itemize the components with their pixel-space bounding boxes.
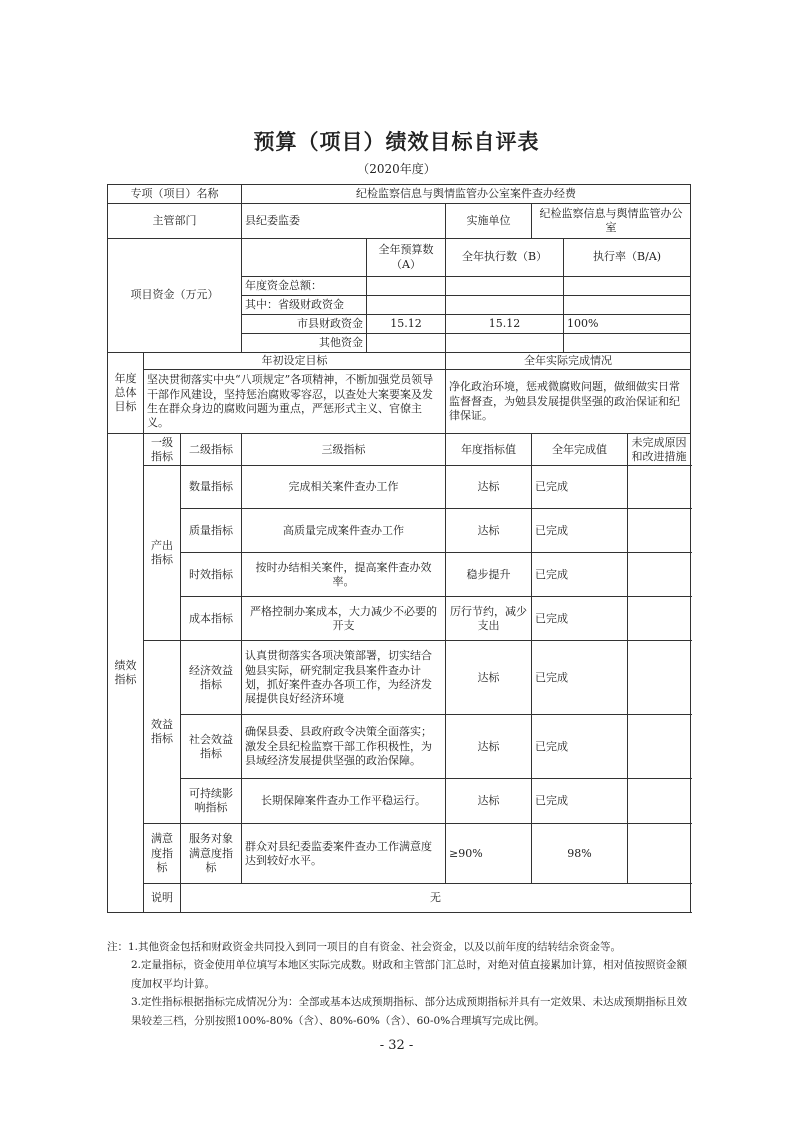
funds-row-label: 年度资金总额： — [242, 277, 367, 296]
footnote-2: 2.定量指标，资金使用单位填写本地区实际完成数。财政和主管部门汇总时，对绝对值直接累加计算，相对值按照资金额度加权平均计算。 — [131, 959, 688, 990]
perf-reason — [628, 509, 691, 553]
perf-reason — [628, 824, 691, 884]
goal-actual-header: 全年实际完成情况 — [446, 353, 691, 370]
impl-label: 实施单位 — [446, 204, 532, 239]
perf-l2: 经济效益指标 — [181, 641, 242, 715]
funds-col-exec: 全年执行数（B） — [446, 239, 564, 277]
perf-label: 绩效指标 — [108, 434, 144, 913]
funds-header-blank — [242, 239, 367, 277]
funds-row-label: 市县财政资金 — [242, 315, 367, 334]
funds-row-exec — [446, 296, 564, 315]
perf-reason — [628, 597, 691, 641]
perf-l3: 长期保障案件查办工作平稳运行。 — [242, 779, 446, 824]
perf-done: 已完成 — [532, 641, 628, 715]
perf-target: 厉行节约，减少支出 — [446, 597, 532, 641]
funds-row-rate: 100% — [564, 315, 691, 334]
perf-reason — [628, 715, 691, 779]
funds-row-rate — [564, 277, 691, 296]
perf-header-done: 全年完成值 — [532, 434, 628, 466]
perf-l3: 认真贯彻落实各项决策部署，切实结合勉县实际，研究制定我县案件查办计划，抓好案件查办各项工作，为经济发展提供良好经济环境 — [242, 641, 446, 715]
footnotes — [107, 938, 697, 1030]
project-label: 专项（项目）名称 — [108, 185, 242, 204]
funds-row-exec: 15.12 — [446, 315, 564, 334]
funds-label: 项目资金（万元） — [108, 239, 242, 353]
funds-row-label: 其中：省级财政资金 — [242, 296, 367, 315]
perf-target: 达标 — [446, 509, 532, 553]
perf-target: ≥90% — [446, 824, 532, 884]
perf-group-satisfaction: 满意度指标 — [144, 824, 181, 884]
funds-row-rate — [564, 334, 691, 353]
perf-done: 已完成 — [532, 597, 628, 641]
funds-row-label: 其他资金 — [242, 334, 367, 353]
perf-l2: 时效指标 — [181, 553, 242, 597]
page-number: - 32 - — [379, 1038, 414, 1053]
perf-target: 达标 — [446, 466, 532, 509]
footnote-1: 注：1.其他资金包括和财政资金共同投入到同一项目的自有资金、社会资金，以及以前年度的结转结余资金等。 — [107, 941, 622, 953]
funds-row-rate — [564, 296, 691, 315]
funds-row-budget — [367, 334, 446, 353]
perf-header-l3: 三级指标 — [242, 434, 446, 466]
perf-done: 已完成 — [532, 779, 628, 824]
perf-l3: 高质量完成案件查办工作 — [242, 509, 446, 553]
perf-group-output: 产出指标 — [144, 466, 181, 641]
perf-group-benefit: 效益指标 — [144, 641, 181, 824]
perf-header-target: 年度指标值 — [446, 434, 532, 466]
perf-reason — [628, 779, 691, 824]
perf-reason — [628, 553, 691, 597]
perf-done: 已完成 — [532, 509, 628, 553]
perf-l2: 成本指标 — [181, 597, 242, 641]
perf-l3: 群众对县纪委监委案件查办工作满意度达到较好水平。 — [242, 824, 446, 884]
perf-target: 达标 — [446, 715, 532, 779]
dept-value: 县纪委监委 — [242, 204, 446, 239]
perf-done: 98% — [532, 824, 628, 884]
perf-l2: 可持续影响指标 — [181, 779, 242, 824]
perf-header-l1: 一级指标 — [144, 434, 181, 466]
perf-done: 已完成 — [532, 553, 628, 597]
funds-row-exec — [446, 334, 564, 353]
perf-target: 稳步提升 — [446, 553, 532, 597]
perf-l2: 质量指标 — [181, 509, 242, 553]
perf-done: 已完成 — [532, 715, 628, 779]
footnote-3: 3.定性指标根据指标完成情况分为：全部或基本达成预期指标、部分达成预期指标并具有一定效果、未达成预期指标且效果较差三档，分别按照100%-80%（含）、80%-60%（含）、60-0%合理填写完成比例。 — [131, 996, 688, 1027]
funds-row-budget — [367, 277, 446, 296]
goal-initial-text: 坚决贯彻落实中央“八项规定”各项精神，不断加强党员领导干部作风建设，坚持惩治腐败零容忍，以查处大案要案及发生在群众身边的腐败问题为重点，严惩形式主义、官僚主义。 — [144, 370, 446, 434]
remark-value: 无 — [181, 884, 691, 913]
goal-actual-text: 净化政治环境，惩戒微腐败问题，做细做实日常监督督查，为勉县发展提供坚强的政治保证和纪律保证。 — [446, 370, 691, 434]
goal-label: 年度总体目标 — [108, 353, 144, 434]
remark-label: 说明 — [144, 884, 181, 913]
perf-target: 达标 — [446, 641, 532, 715]
goal-initial-header: 年初设定目标 — [144, 353, 446, 370]
perf-l3: 按时办结相关案件，提高案件查办效率。 — [242, 553, 446, 597]
dept-label: 主管部门 — [108, 204, 242, 239]
perf-l3: 确保县委、县政府政令决策全面落实；激发全县纪检监察干部工作积极性，为县域经济发展提供坚强的政治保障。 — [242, 715, 446, 779]
perf-header-reason: 未完成原因和改进措施 — [628, 434, 691, 466]
perf-reason — [628, 641, 691, 715]
perf-reason — [628, 466, 691, 509]
project-name: 纪检监察信息与舆情监管办公室案件查办经费 — [242, 185, 691, 204]
funds-row-budget: 15.12 — [367, 315, 446, 334]
page-title: 预算（项目）绩效目标自评表 — [253, 129, 540, 154]
funds-row-exec — [446, 277, 564, 296]
funds-col-budget: 全年预算数（A） — [367, 239, 446, 277]
perf-l2: 服务对象满意度指标 — [181, 824, 242, 884]
perf-l3: 严格控制办案成本，大力减少不必要的开支 — [242, 597, 446, 641]
perf-target: 达标 — [446, 779, 532, 824]
perf-done: 已完成 — [532, 466, 628, 509]
evaluation-table — [107, 184, 691, 913]
perf-l2: 数量指标 — [181, 466, 242, 509]
page-subtitle: （2020年度） — [357, 162, 436, 176]
funds-col-rate: 执行率（B/A) — [564, 239, 691, 277]
perf-l3: 完成相关案件查办工作 — [242, 466, 446, 509]
funds-row-budget — [367, 296, 446, 315]
perf-l2: 社会效益指标 — [181, 715, 242, 779]
perf-header-l2: 二级指标 — [181, 434, 242, 466]
impl-value: 纪检监察信息与舆情监管办公室 — [532, 204, 691, 239]
